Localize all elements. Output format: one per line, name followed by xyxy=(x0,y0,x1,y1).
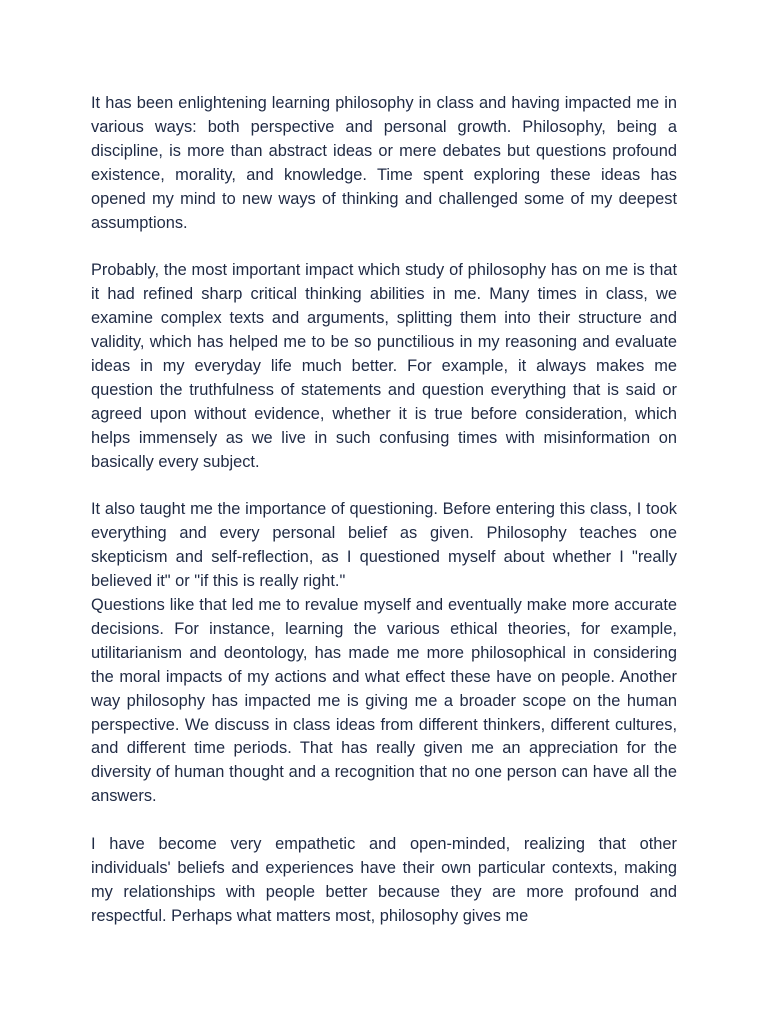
document-body xyxy=(91,92,677,929)
paragraph-critical-thinking: Probably, the most important impact which study of philosophy has on me is that it had refined sharp critical thinking abilities in me. Many times in class, we examine complex texts and arguments, splitting them into their structure and validity, which has helped me to be so punctilious in my reasoning and evaluate ideas in my everyday life much better. For example, it always makes me question the truthfulness of statements and question everything that is said or agreed upon without evidence, whether it is true before consideration, which helps immensely as we live in such confusing times with misinformation on basically every subject. xyxy=(91,261,677,471)
paragraph-ethics-perspective: Questions like that led me to revalue myself and eventually make more accurate decisions. For instance, learning the various ethical theories, for example, utilitarianism and deontology, has made me more philosophical in considering the moral impacts of my actions and what effect these have on people. Another way philosophy has impacted me is giving me a broader scope on the human perspective. We discuss in class ideas from different thinkers, different cultures, and different time periods. That has really given me an appreciation for the diversity of human thought and a recognition that no one person can have all the answers. xyxy=(91,596,677,806)
paragraph-empathy: I have become very empathetic and open-minded, realizing that other individuals' beliefs and experiences have their own particular contexts, making my relationships with people better because they are more profound and respectful. Perhaps what matters most, philosophy gives me xyxy=(91,835,677,925)
paragraph-questioning: It also taught me the importance of questioning. Before entering this class, I took everything and every personal belief as given. Philosophy teaches one skepticism and self-reflection, as I questioned myself about whether I "really believed it" or "if this is really right." xyxy=(91,500,677,591)
paragraph-intro: It has been enlightening learning philosophy in class and having impacted me in various ways: both perspective and personal growth. Philosophy, being a discipline, is more than abstract ideas or mere debates but questions profound existence, morality, and knowledge. Time spent exploring these ideas has opened my mind to new ways of thinking and challenged some of my deepest assumptions. xyxy=(91,94,677,232)
